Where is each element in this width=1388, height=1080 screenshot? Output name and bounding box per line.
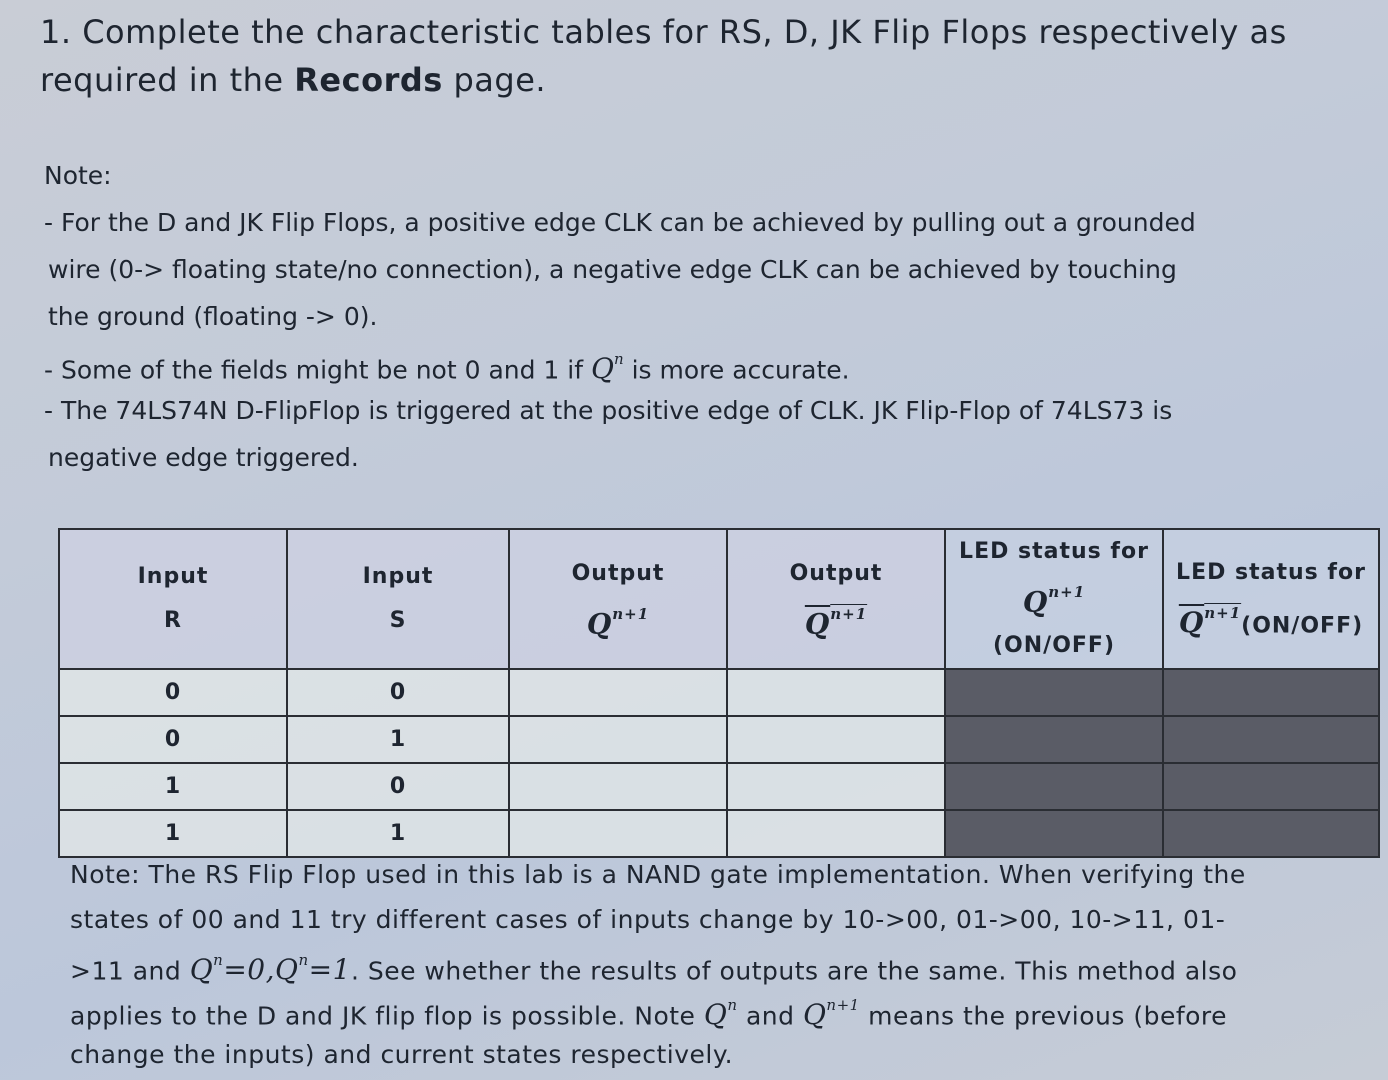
note-line-5: - The 74LS74N D-FlipFlop is triggered at the positive edge of CLK. JK Flip-Flop of 74LS73 is: [44, 396, 1173, 425]
header-input-r: Input R: [59, 529, 287, 669]
note-block: [44, 152, 1304, 481]
q-n-plus-1-symbol: $Q^{n+1}$: [802, 996, 860, 1032]
cell-led-q: [945, 669, 1163, 716]
cell-r: 0: [59, 716, 287, 763]
table-header-row: [59, 529, 1379, 669]
footnote-line-1: Note: The RS Flip Flop used in this lab is a NAND gate implementation. When verifying the: [70, 860, 1246, 889]
cell-led-q-bar: [1163, 716, 1379, 763]
cell-q-bar-empty[interactable]: [727, 810, 945, 857]
cell-led-q-bar: [1163, 810, 1379, 857]
cell-led-q: [945, 810, 1163, 857]
q-n-plus-1-symbol: $Q^{n+1}$: [586, 605, 650, 641]
cell-q-bar-empty[interactable]: [727, 716, 945, 763]
cell-s: 0: [287, 763, 509, 810]
footnote-line-3: >11 and $Q^n=0,Q^n=1$. See whether the results of outputs are the same. This method also: [70, 951, 1238, 987]
note-line-3: the ground (floating -> 0).: [48, 302, 378, 331]
note-line-2: wire (0-> floating state/no connection), a negative edge CLK can be achieved by touching: [48, 255, 1177, 284]
cell-q-empty[interactable]: [509, 669, 727, 716]
cell-led-q-bar: [1163, 763, 1379, 810]
led-q-bar-suffix: (ON/OFF): [1241, 612, 1364, 638]
cell-s: 0: [287, 669, 509, 716]
cell-led-q: [945, 716, 1163, 763]
note-line-4-end: is more accurate.: [623, 355, 850, 385]
heading-text: required in the: [40, 61, 295, 99]
cell-led-q-bar: [1163, 669, 1379, 716]
rs-characteristic-table: [58, 528, 1380, 858]
records-emphasis: Records: [294, 61, 443, 99]
q-bar-n-plus-1-symbol: $\overline{Q}^{n+1}$: [804, 605, 868, 641]
note-line-4-text: - Some of the fields might be not 0 and 1 if: [44, 355, 591, 385]
cell-r: 1: [59, 810, 287, 857]
cell-r: 1: [59, 763, 287, 810]
q-n-symbol: $Q^n$: [590, 350, 624, 386]
header-led-q: LED status for $Q^{n+1}$ (ON/OFF): [945, 529, 1163, 669]
header-output-q-bar: Output $\overline{Q}^{n+1}$: [727, 529, 945, 669]
cell-q-bar-empty[interactable]: [727, 763, 945, 810]
note-line-1: - For the D and JK Flip Flops, a positive edge CLK can be achieved by pulling out a grounded: [44, 208, 1196, 237]
instruction-heading: [40, 8, 1340, 104]
note-line-4: [44, 340, 1304, 387]
q-n-symbol: $Q^n$: [703, 996, 738, 1032]
table-row: [59, 763, 1379, 810]
cell-q-bar-empty[interactable]: [727, 669, 945, 716]
cell-q-empty[interactable]: [509, 810, 727, 857]
footnote-line-4: applies to the D and JK flip flop is possible. Note $Q^n$ and $Q^{n+1}$ means the previous (before: [70, 996, 1228, 1032]
cell-s: 1: [287, 716, 509, 763]
table-row: [59, 669, 1379, 716]
table-row: [59, 716, 1379, 763]
note-title: Note:: [44, 161, 112, 190]
header-output-q: Output $Q^{n+1}$: [509, 529, 727, 669]
footnote-line-2: states of 00 and 11 try different cases of inputs change by 10->00, 01->00, 10->11, 01-: [70, 905, 1226, 934]
note-line-6: negative edge triggered.: [48, 443, 359, 472]
heading-line-1: 1. Complete the characteristic tables for RS, D, JK Flip Flops respectively as: [40, 13, 1287, 51]
heading-line-2: [40, 56, 1340, 104]
cell-r: 0: [59, 669, 287, 716]
cell-s: 1: [287, 810, 509, 857]
led-q-symbol: $Q^{n+1}$: [1022, 583, 1086, 619]
cell-q-empty[interactable]: [509, 716, 727, 763]
cell-q-empty[interactable]: [509, 763, 727, 810]
footnote-line-5: change the inputs) and current states respectively.: [70, 1040, 734, 1069]
cell-led-q: [945, 763, 1163, 810]
q-n-eq-0: $Q^n=0,Q^n=1$: [189, 951, 351, 987]
header-led-q-bar: LED status for $\overline{Q}^{n+1}(ON/OFF)$: [1163, 529, 1379, 669]
heading-text-end: page.: [442, 61, 547, 99]
footnote-block: [70, 852, 1290, 1077]
led-q-bar-symbol: $\overline{Q}^{n+1}$: [1178, 603, 1242, 639]
table-row: [59, 810, 1379, 857]
header-input-s: Input S: [287, 529, 509, 669]
